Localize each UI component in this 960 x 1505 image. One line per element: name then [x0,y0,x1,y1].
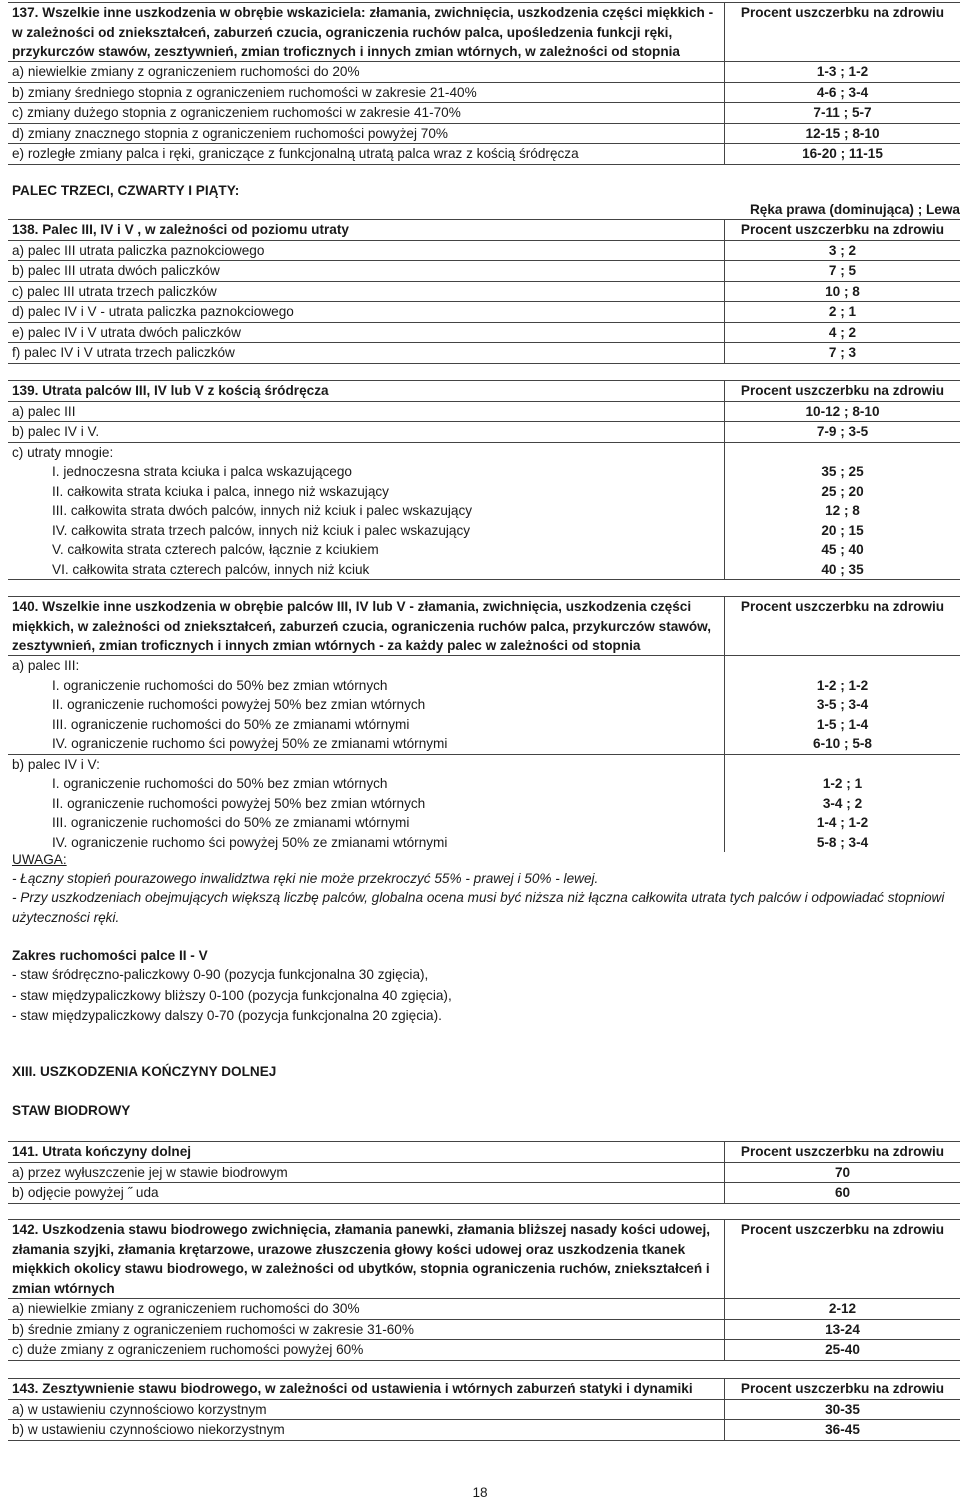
table-140 [8,596,960,852]
table-137 [8,2,960,165]
row-value: 1-2 ; 1-2 [724,676,960,696]
row-value: 5-8 ; 3-4 [724,833,960,853]
row-label: I. jednoczesna strata kciuka i palca wskazującego [52,464,352,479]
row-value: 1-5 ; 1-4 [724,715,960,735]
table-141-header-right: Procent uszczerbku na zdrowiu [724,1142,960,1163]
row-label: b) średnie zmiany z ograniczeniem ruchomości w zakresie 31-60% [8,1320,724,1341]
row-value: 1-3 ; 1-2 [724,62,960,83]
row-value: 7 ; 3 [724,343,960,364]
row-value: 4-6 ; 3-4 [724,83,960,104]
row-label: III. ograniczenie ruchomości do 50% ze zmianami wtórnymi [52,815,410,830]
table-140-title: 140. Wszelkie inne uszkodzenia w obrębie palców III, IV lub V - złamania, zwichnięcia, uszkodzenia części miękkich, w zależności od zniekształceń, zaburzeń czucia, ograniczenia ruchów palca, przykurczów stawów, zesztywnień, zmian troficznych i innych zmian wtórnych - za każdy palec w zależności od stopnia [8,597,724,656]
zakres-line-3: - staw międzypaliczkowy dalszy 0-70 (pozycja funkcjonalna 20 zgięcia). [12,1008,442,1023]
table-143-title: 143. Zesztywnienie stawu biodrowego, w zależności od ustawienia i wtórnych zaburzeń statyki i dynamiki [8,1379,724,1400]
row-label: I. ograniczenie ruchomości do 50% bez zmian wtórnych [52,677,388,693]
row-value [724,443,960,463]
row-label: c) utraty mnogie: [12,444,114,460]
zakres-line-1: - staw śródręczno-paliczkowy 0-90 (pozycja funkcjonalna 30 zgięcia), [12,967,429,982]
uwaga-line-1: - Łączny stopień pourazowego inwalidztwa ręki nie może przekroczyć 55% - prawej i 50% - lewej. [12,871,599,886]
row-value: 70 [724,1163,960,1184]
row-value: 13-24 [724,1320,960,1341]
table-138 [8,219,960,364]
row-label: c) duże zmiany z ograniczeniem ruchomości powyżej 60% [8,1340,724,1361]
row-label: IV. całkowita strata trzech palców, innych niż kciuk i palec wskazujący [52,522,471,538]
table-138-header-right: Procent uszczerbku na zdrowiu [724,220,960,241]
row-value: 3-4 ; 2 [724,794,960,814]
row-label: V. całkowita strata czterech palców, łącznie z kciukiem [52,542,379,557]
row-label: IV. ograniczenie ruchomo ści powyżej 50% ze zmianami wtórnymi [52,834,448,850]
row-label: a) niewielkie zmiany z ograniczeniem ruchomości do 30% [8,1299,724,1320]
row-label: b) odjęcie powyżej ˝ uda [8,1183,724,1204]
row-label: f) palec IV i V utrata trzech paliczków [8,343,724,364]
table-142-title: 142. Uszkodzenia stawu biodrowego zwichnięcia, złamania panewki, złamania bliższej nasady kości udowej, złamania szyjki, złamania krętarzowe, urazowe złuszczenia głowy kości udowej oraz uszkodzenia tkanek miękkich okolicy stawu biodrowego, w zależności od ubytków, stopnia ograniczenia ruchów, zniekształceń i zmian wtórnych [8,1220,724,1299]
row-value [724,755,960,775]
row-label: II. ograniczenie ruchomości powyżej 50% bez zmian wtórnych [52,795,426,811]
row-label: a) palec III utrata paliczka paznokciowego [8,241,724,262]
row-label: a) palec III [8,402,724,423]
row-label: a) niewielkie zmiany z ograniczeniem ruchomości do 20% [8,62,724,83]
table-138-title: 138. Palec III, IV i V , w zależności od poziomu utraty [8,220,724,241]
row-label: a) w ustawieniu czynnościowo korzystnym [8,1400,724,1421]
row-label: III. całkowita strata dwóch palców, innych niż kciuk i palec wskazujący [52,503,473,518]
heading-xiii: XIII. USZKODZENIA KOŃCZYNY DOLNEJ [12,1064,277,1079]
table-139-title: 139. Utrata palców III, IV lub V z kością śródręcza [8,381,724,402]
row-value: 40 ; 35 [724,560,960,581]
row-value: 4 ; 2 [724,323,960,344]
section-heading-palec: PALEC TRZECI, CZWARTY I PIĄTY: [12,183,240,198]
heading-staw-biodrowy: STAW BIODROWY [12,1103,131,1118]
row-value: 3-5 ; 3-4 [724,695,960,715]
uwaga-label: UWAGA: [12,852,67,867]
row-label: b) palec III utrata dwóch paliczków [8,261,724,282]
zakres-line-2: - staw międzypaliczkowy bliższy 0-100 (pozycja funkcjonalna 40 zgięcia), [12,988,452,1003]
table-137-title: 137. Wszelkie inne uszkodzenia w obrębie wskaziciela: złamania, zwichnięcia, uszkodzenia części miękkich - w zależności od zniekształceń, zaburzeń czucia, ograniczenia ruchów palca, upośledzenia funkcji ręki, przykurczów stawów, zesztywnień, zmian troficznych i innych zmian wtórnych, w zależności od stopnia [8,3,724,62]
row-label: b) palec IV i V: [12,756,100,772]
row-value: 12-15 ; 8-10 [724,124,960,145]
row-value: 2-12 [724,1299,960,1320]
row-value: 12 ; 8 [724,501,960,521]
row-label: III. ograniczenie ruchomości do 50% ze zmianami wtórnymi [52,716,410,732]
row-label: d) zmiany znacznego stopnia z ograniczeniem ruchomości powyżej 70% [8,124,724,145]
row-value [724,656,960,676]
row-value: 16-20 ; 11-15 [724,144,960,165]
row-label: c) palec III utrata trzech paliczków [8,282,724,303]
row-value: 7 ; 5 [724,261,960,282]
row-value: 30-35 [724,1400,960,1421]
row-value: 6-10 ; 5-8 [724,734,960,755]
row-value: 7-11 ; 5-7 [724,103,960,124]
row-value: 1-2 ; 1 [724,774,960,794]
table-137-header-right: Procent uszczerbku na zdrowiu [724,3,960,62]
row-value: 10-12 ; 8-10 [724,402,960,423]
row-label: II. całkowita strata kciuka i palca, innego niż wskazujący [52,483,389,499]
row-label: b) palec IV i V. [8,422,724,443]
table-140-header-right: Procent uszczerbku na zdrowiu [724,597,960,656]
row-value: 45 ; 40 [724,540,960,560]
table-142-header-right: Procent uszczerbku na zdrowiu [724,1220,960,1299]
row-label: c) zmiany dużego stopnia z ograniczeniem ruchomości w zakresie 41-70% [8,103,724,124]
row-label: e) palec IV i V utrata dwóch paliczków [8,323,724,344]
row-label: b) zmiany średniego stopnia z ograniczeniem ruchomości w zakresie 21-40% [8,83,724,104]
row-value: 2 ; 1 [724,302,960,323]
row-label: a) przez wyłuszczenie jej w stawie biodrowym [8,1163,724,1184]
hand-note: Ręka prawa (dominująca) ; Lewa [749,202,960,217]
zakres-heading: Zakres ruchomości palce II - V [12,948,208,963]
row-value: 1-4 ; 1-2 [724,813,960,833]
row-value: 36-45 [724,1420,960,1441]
row-value: 20 ; 15 [724,521,960,541]
table-143 [8,1378,960,1441]
row-label: a) palec III: [12,658,80,673]
row-value: 7-9 ; 3-5 [724,422,960,443]
row-value: 25 ; 20 [724,482,960,502]
row-label: b) w ustawieniu czynnościowo niekorzystnym [8,1420,724,1441]
page-number: 18 [472,1485,488,1500]
row-label: d) palec IV i V - utrata paliczka paznokciowego [8,302,724,323]
row-label: VI. całkowita strata czterech palców, innych niż kciuk [8,560,724,581]
uwaga-line-2: - Przy uszkodzeniach obejmujących większą liczbę palców, globalna ocena musi być niższa niż łączna całkowita utrata tych palców i odpowiadać stopniowi użyteczności ręki. [12,890,945,925]
table-139-header-right: Procent uszczerbku na zdrowiu [724,381,960,402]
row-label: IV. ograniczenie ruchomo ści powyżej 50% ze zmianami wtórnymi [8,734,724,755]
row-value: 25-40 [724,1340,960,1361]
table-141 [8,1141,960,1204]
table-141-title: 141. Utrata kończyny dolnej [8,1142,724,1163]
row-label: e) rozległe zmiany palca i ręki, graniczące z funkcjonalną utratą palca wraz z kością śródręcza [8,144,724,165]
table-142 [8,1219,960,1361]
row-value: 60 [724,1183,960,1204]
table-139 [8,380,960,580]
row-value: 10 ; 8 [724,282,960,303]
row-value: 3 ; 2 [724,241,960,262]
row-value: 35 ; 25 [724,462,960,482]
table-143-header-right: Procent uszczerbku na zdrowiu [724,1379,960,1400]
row-label: II. ograniczenie ruchomości powyżej 50% bez zmian wtórnych [52,697,426,712]
row-label: I. ograniczenie ruchomości do 50% bez zmian wtórnych [52,776,388,791]
